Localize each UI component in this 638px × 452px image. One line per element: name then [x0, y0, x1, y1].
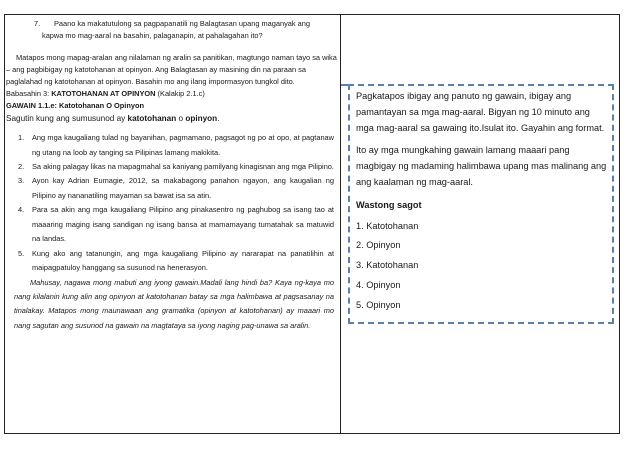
reading-prefix: Babasahin 3:	[6, 88, 52, 98]
item-number: 1.	[18, 133, 25, 143]
reading-reference	[6, 88, 338, 100]
statement-list	[6, 131, 338, 275]
question-line-2: kapwa mo mag-aaral na basahin, palaganapin, at pahalagahan ito?	[42, 30, 263, 40]
answer-item: 1. Katotohanan	[356, 220, 419, 231]
item-text: Kung ako ang tatanungin, ang mga kaugaliang Pilipino ay nararapat na panatilihin at maipagpatuloy hanggang sa susunod na henerasyon.	[32, 248, 334, 273]
item-text: Para sa akin ang mga kaugaliang Pilipino ang pinakasentro ng paghubog sa isang tao at maaaring maging isang sandigan ng isang bansa at mamamayang tumatahak sa matuwid na landas.	[32, 205, 334, 244]
item-number: 2.	[18, 162, 25, 172]
question-7	[6, 18, 338, 30]
answer-item: 3. Katotohanan	[356, 260, 419, 271]
list-item	[6, 174, 334, 203]
answer-list	[356, 217, 610, 316]
answer-item: 2. Opinyon	[356, 240, 401, 251]
note-paragraph-1: Pagkatapos ibigay ang panuto ng gawain, ibigay ang pamantayan sa mga mag-aaral. Bigyan ng 10 minuto ang mga mag-aaral sa gawaing ito.Isulat ito. Gayahin ang format.	[356, 91, 605, 134]
column-divider	[340, 14, 341, 434]
intro-paragraph: Matapos mong mapag-aralan ang nilalaman ng aralin sa panitikan, magtungo naman tayo sa wika – ang pagbibigay ng katotohanan at opinyon. Ang Balagtasan ay masining din na paraan sa paglalahad ng katotohanan at opinyon. Basahin mo ang ilang impormasyon tungkol dito.	[6, 52, 337, 86]
instruction-katotohanan: katotohanan	[127, 113, 177, 123]
reading-suffix: (Kalakip 2.1.c)	[155, 88, 205, 98]
item-number: 3.	[18, 176, 25, 186]
item-text: Ang mga kaugaliang tulad ng bayanihan, pagmamano, pagsagot ng po at opo, at pagtanaw ng utang na loob ay tanging sa Pilipinas lamang makikita.	[32, 133, 334, 157]
list-item	[6, 131, 334, 160]
instruction-prefix: Sagutin kung ang sumusunod ay	[6, 113, 128, 123]
list-item	[6, 247, 334, 276]
question-number: 7.	[34, 19, 41, 28]
instruction-opinyon: opinyon	[185, 113, 218, 123]
list-item	[6, 203, 334, 246]
instruction-end: .	[217, 113, 220, 123]
note-paragraph-2: Ito ay mga mungkahing gawain lamang maaari pang magbigay ng madaming halimbawa upang mas malinang ang ang kaalaman ng mag-aaral.	[356, 145, 607, 188]
instruction-mid: o	[176, 113, 186, 123]
item-number: 4.	[18, 205, 25, 215]
activity-title: GAWAIN 1.1.e: Katotohanan O Opinyon	[6, 100, 144, 110]
reading-title: KATOTOHANAN AT OPINYON	[51, 88, 156, 98]
closing-paragraph: Mahusay, nagawa mong mabuti ang iyong gawain.Madali lang hindi ba? Kaya ng-kaya mo nang kilalanin kung alin ang opinyon at katotohanan batay sa mga halimbawa at pagsasanay na tinalakay. Matapos mong maunawaan ang gramatika (opinyon at katotohanan) ay maaari mo nang sagutan ang susunod na gawain na magtataya sa iyong naging pag-unawa sa aralin.	[14, 277, 334, 330]
question-line-1: Paano ka makatutulong sa pagpapanatili ng Balagtasan upang maganyak ang	[54, 19, 310, 28]
item-number: 5.	[18, 248, 25, 258]
activity-instruction	[6, 112, 338, 125]
list-item	[6, 160, 334, 174]
item-text: Sa aking palagay likas na mapagmahal sa kaniyang pamilyang kinagisnan ang mga Pilipino.	[32, 162, 334, 172]
item-text: Ayon kay Adrian Eumagie, 2012, sa makabagong panahon ngayon, ang kaugalian ng Pilipino ay nananatiling mayaman sa bawat isa sa atin.	[32, 176, 334, 200]
answer-item: 4. Opinyon	[356, 280, 401, 290]
left-column	[6, 18, 338, 333]
answer-key-title: Wastong sagot	[356, 199, 422, 210]
teacher-note	[356, 88, 610, 316]
answer-item: 5. Opinyon	[356, 299, 401, 310]
